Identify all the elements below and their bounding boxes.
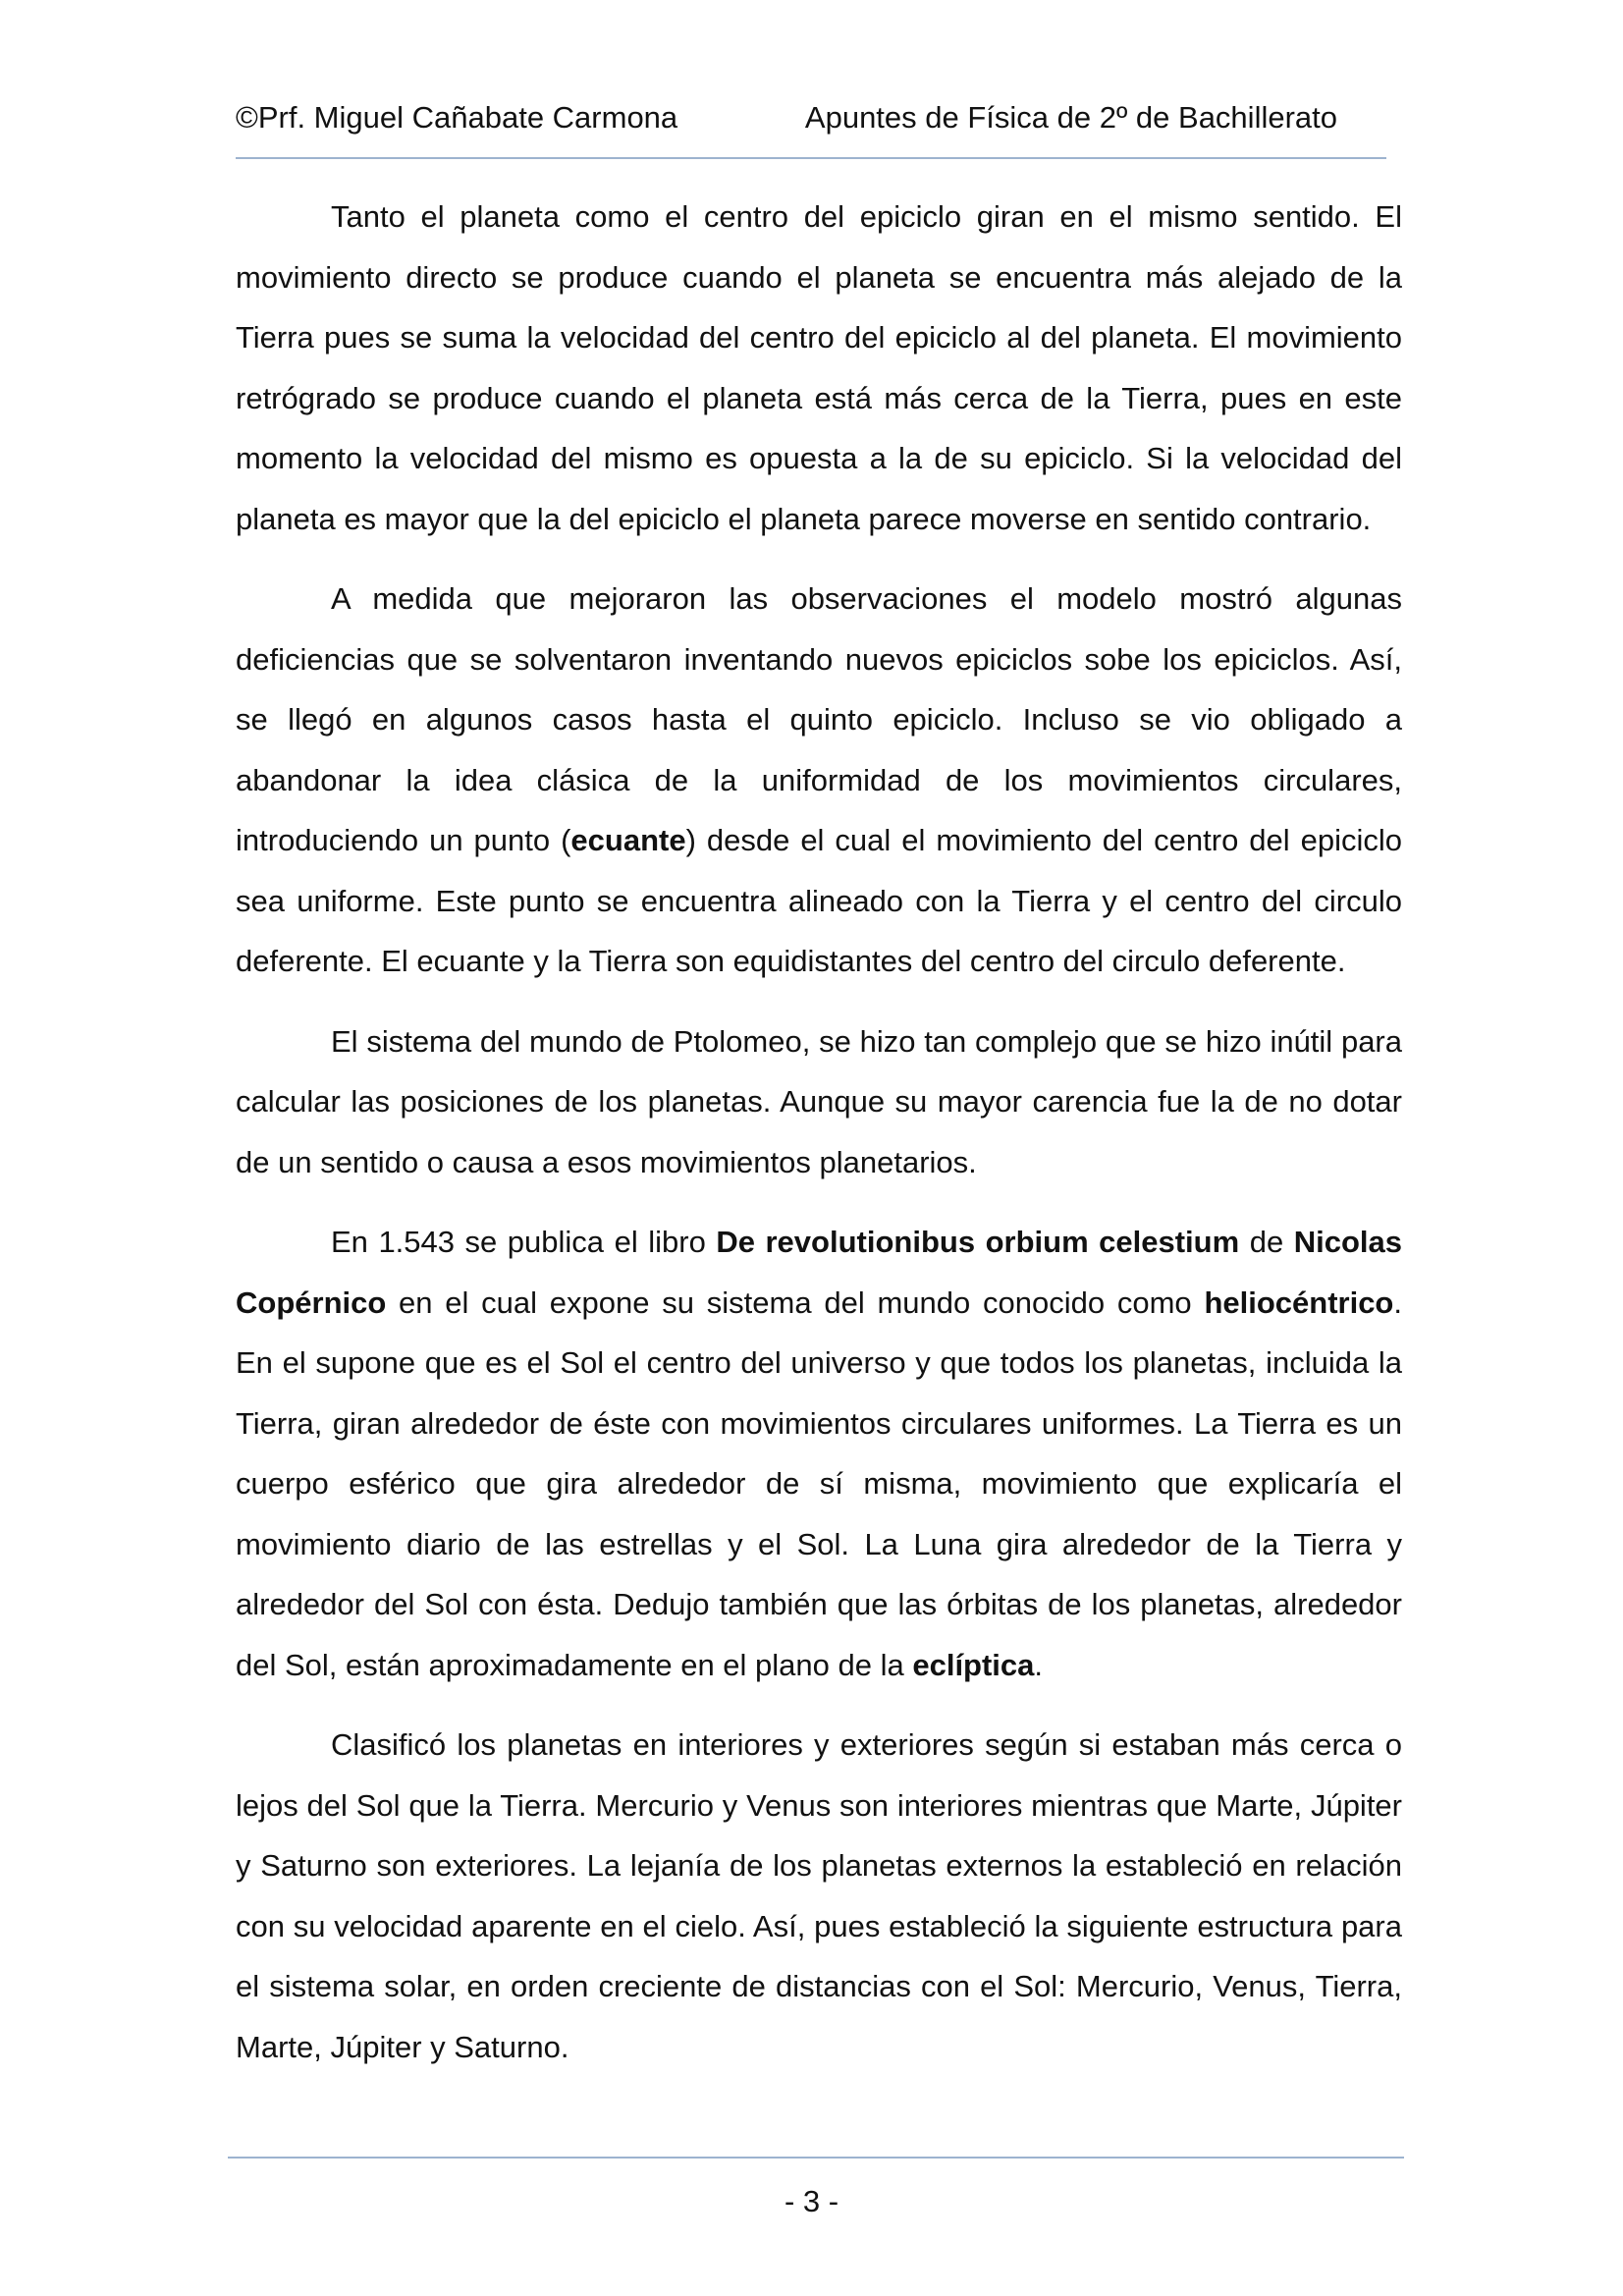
text-run: A medida que mejoraron las observaciones el modelo mostró algunas deficiencias que se solventaron inventando nuevos epiciclos sobe los epiciclos. Así, se llegó en algunos casos hasta el quinto epiciclo. Incluso se vio obligado a abandonar la idea clásica de la uniformidad de los movimientos circulares, introduciendo un punto (	[236, 581, 1402, 857]
body-text	[236, 187, 1402, 2097]
paragraph	[236, 187, 1402, 549]
page-number: - 3 -	[784, 2184, 839, 2218]
text-run: . En el supone que es el Sol el centro del universo y que todos los planetas, incluida la Tierra, giran alrededor de éste con movimientos circulares uniformes. La Tierra es un cuerpo esférico que gira alrededor de sí misma, movimiento que explicaría el movimiento diario de las estrellas y el Sol. La Luna gira alrededor de la Tierra y alrededor del Sol con ésta. Dedujo también que las órbitas de los planetas, alrededor del Sol, están aproximadamente en el plano de la	[236, 1285, 1402, 1682]
paragraph	[236, 569, 1402, 992]
paragraph	[236, 1212, 1402, 1695]
term-ecuante: ecuante	[570, 823, 686, 857]
term-heliocentrico: heliocéntrico	[1204, 1285, 1394, 1320]
page-header	[236, 96, 1384, 139]
paragraph	[236, 1715, 1402, 2077]
header-subject: Apuntes de Física de 2º de Bachillerato	[804, 100, 1337, 135]
author-name: Nicolas Copérnico	[236, 1225, 1403, 1320]
text-run: de	[1239, 1225, 1294, 1259]
text-run: .	[1034, 1647, 1044, 1682]
book-title: De revolutionibus orbium celestium	[716, 1225, 1240, 1259]
text-run: ) desde el cual el movimiento del centro del epiciclo sea uniforme. Este punto se encuentra alineado con la Tierra y el centro del circulo deferente. El ecuante y la Tierra son equidistantes del centro del circulo deferente.	[236, 823, 1402, 978]
text-run: en el cual expone su sistema del mundo conocido como	[386, 1285, 1205, 1320]
header-author: ©Prf. Miguel Cañabate Carmona	[236, 100, 678, 135]
text-run: El sistema del mundo de Ptolomeo, se hizo tan complejo que se hizo inútil para calcular las posiciones de los planetas. Aunque su mayor carencia fue la de no dotar de un sentido o causa a esos movimientos planetarios.	[236, 1023, 1402, 1179]
paragraph	[236, 1011, 1402, 1193]
text-run: Clasificó los planetas en interiores y exteriores según si estaban más cerca o lejos del Sol que la Tierra. Mercurio y Venus son interiores mientras que Marte, Júpiter y Saturno son exteriores. La lejanía de los planetas externos la estableció en relación con su velocidad aparente en el cielo. Así, pues estableció la siguiente estructura para el sistema solar, en orden creciente de distancias con el Sol: Mercurio, Venus, Tierra, Marte, Júpiter y Saturno.	[236, 1727, 1402, 2064]
footer-divider	[228, 2157, 1404, 2159]
text-run: Tanto el planeta como el centro del epiciclo giran en el mismo sentido. El movimiento directo se produce cuando el planeta se encuentra más alejado de la Tierra pues se suma la velocidad del centro del epiciclo al del planeta. El movimiento retrógrado se produce cuando el planeta está más cerca de la Tierra, pues en este momento la velocidad del mismo es opuesta a la de su epiciclo. Si la velocidad del planeta es mayor que la del epiciclo el planeta parece moverse en sentido contrario.	[236, 199, 1402, 536]
header-divider	[236, 157, 1386, 159]
term-ecliptica: eclíptica	[912, 1647, 1035, 1682]
text-run: En 1.543 se publica el libro	[331, 1225, 717, 1259]
